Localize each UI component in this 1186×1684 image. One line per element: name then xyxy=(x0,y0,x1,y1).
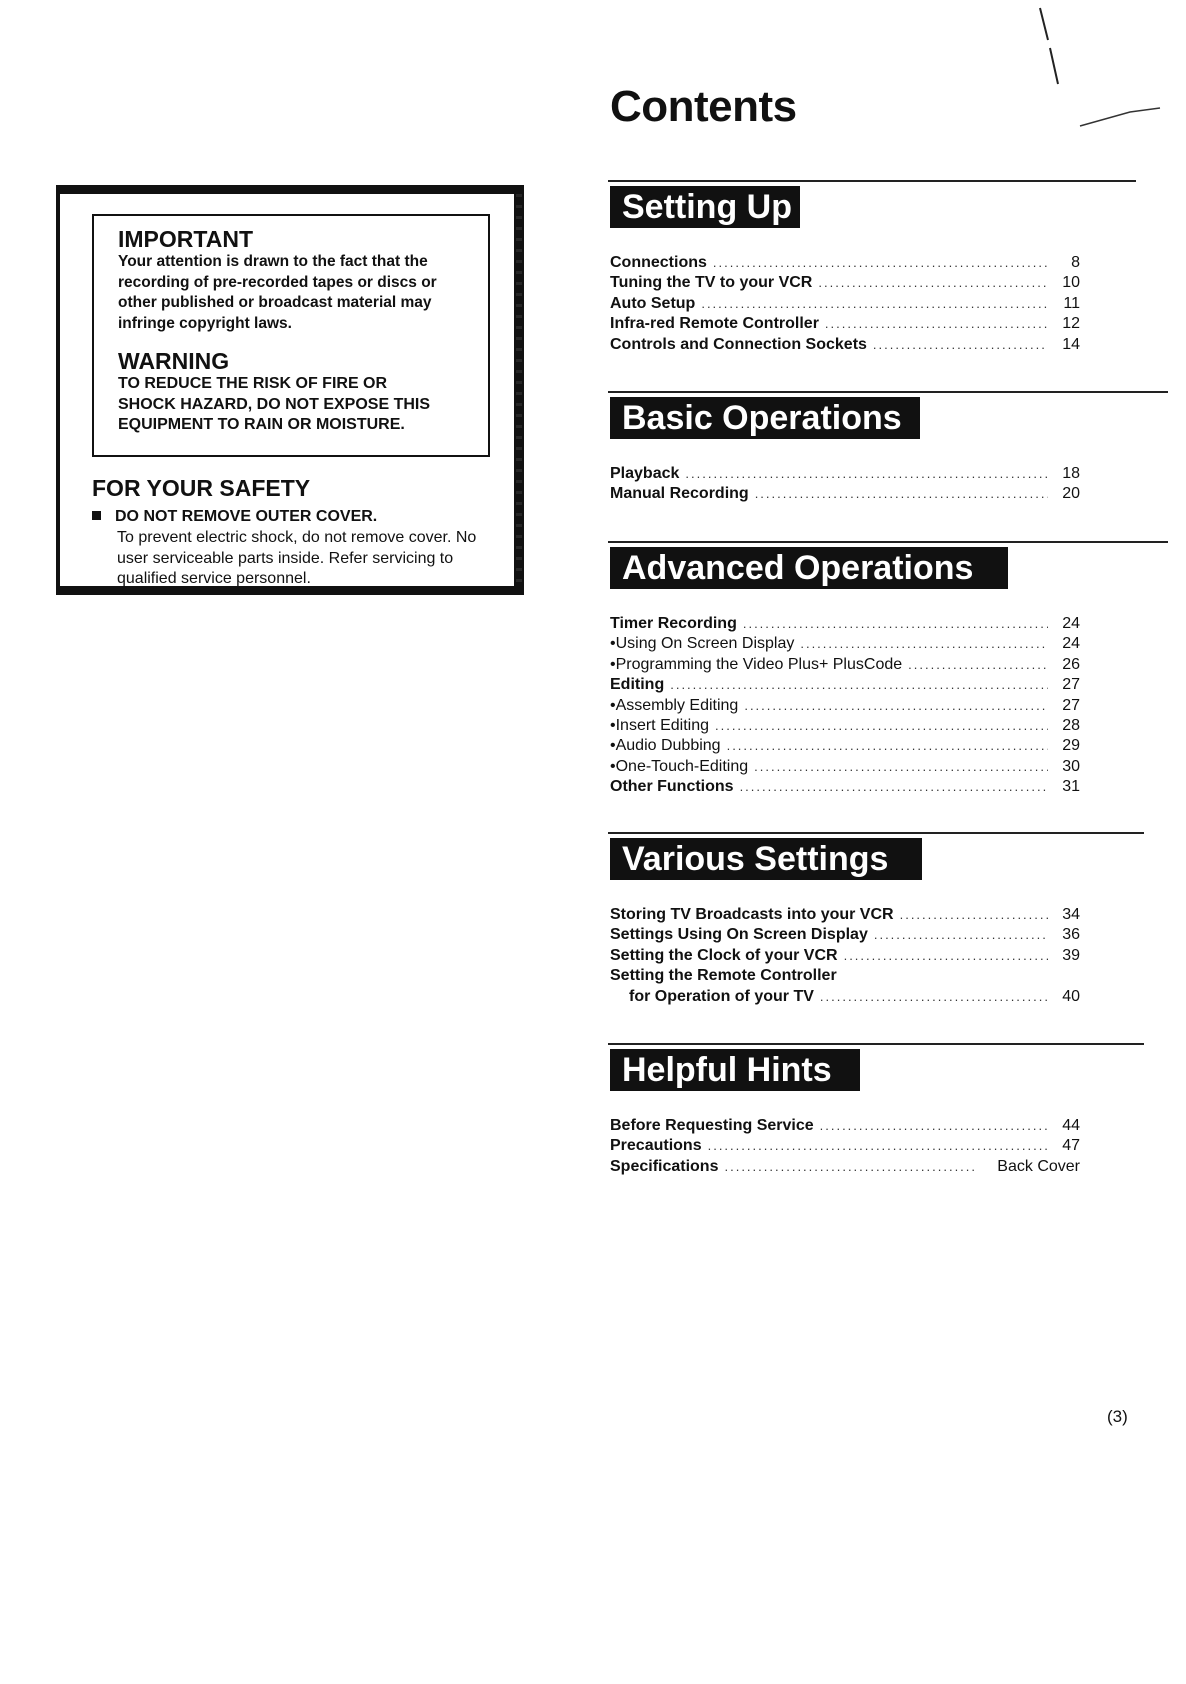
safety-block xyxy=(92,474,492,590)
toc-item[interactable]: •Using On Screen Display ..... 24 xyxy=(610,635,1080,655)
toc-item[interactable]: Editing ..... 27 xyxy=(610,676,1080,696)
page-title: Contents xyxy=(610,82,797,131)
toc-item[interactable]: Specifications ..... Back Cover xyxy=(610,1158,1080,1178)
safety-heading: FOR YOUR SAFETY xyxy=(92,475,311,501)
toc-item[interactable]: Connections ..... 8 xyxy=(610,254,1080,274)
safety-bullet-text: DO NOT REMOVE OUTER COVER. xyxy=(115,508,378,525)
important-text: Your attention is drawn to the fact that the recording of pre-recorded tapes or discs or other published or broadcast material may infringe copyright laws. xyxy=(118,253,437,332)
toc-list xyxy=(610,615,1080,799)
toc-item[interactable]: Auto Setup ..... 11 xyxy=(610,295,1080,315)
toc-item[interactable]: •Insert Editing ..... 28 xyxy=(610,717,1080,737)
safety-text: To prevent electric shock, do not remove cover. No user serviceable parts inside. Refer servicing to qualified service personnel. xyxy=(117,529,477,587)
section-title: Setting Up xyxy=(610,186,800,228)
toc-item[interactable]: Before Requesting Service ..... 44 xyxy=(610,1117,1080,1137)
toc-item[interactable]: Settings Using On Screen Display ..... 36 xyxy=(610,926,1080,946)
toc-item[interactable]: Tuning the TV to your VCR ..... 10 xyxy=(610,274,1080,294)
toc-item[interactable]: Playback ..... 18 xyxy=(610,465,1080,485)
important-warning-box xyxy=(92,214,490,457)
section-rule xyxy=(608,180,1136,182)
toc-item[interactable]: Controls and Connection Sockets ..... 14 xyxy=(610,336,1080,356)
toc-item[interactable]: Infra-red Remote Controller ..... 12 xyxy=(610,315,1080,335)
warning-text: TO REDUCE THE RISK OF FIRE OR SHOCK HAZARD, DO NOT EXPOSE THIS EQUIPMENT TO RAIN OR MOISTURE. xyxy=(118,375,431,433)
section-rule xyxy=(608,1043,1144,1045)
section-rule xyxy=(608,391,1168,393)
toc-item[interactable]: •Programming the Video Plus+ PlusCode ..... 26 xyxy=(610,656,1080,676)
section-title: Various Settings xyxy=(610,838,922,880)
section-rule xyxy=(608,541,1168,543)
toc-item[interactable]: Manual Recording ..... 20 xyxy=(610,485,1080,505)
toc-item[interactable]: Other Functions ..... 31 xyxy=(610,778,1080,798)
square-bullet-icon xyxy=(92,511,101,520)
toc-item[interactable]: for Operation of your TV ..... 40 xyxy=(610,988,1080,1008)
toc-item[interactable]: Setting the Clock of your VCR ..... 39 xyxy=(610,947,1080,967)
section-title: Basic Operations xyxy=(610,397,920,439)
toc-item[interactable]: Timer Recording ..... 24 xyxy=(610,615,1080,635)
toc-item[interactable]: •One-Touch-Editing ..... 30 xyxy=(610,758,1080,778)
safety-bullet xyxy=(92,506,492,528)
scan-edge-marks xyxy=(516,194,522,586)
toc-list xyxy=(610,465,1080,506)
section-title: Advanced Operations xyxy=(610,547,1008,589)
corner-scribble-icon xyxy=(1020,0,1180,140)
warning-heading: WARNING xyxy=(118,348,230,374)
toc-item[interactable]: •Audio Dubbing ..... 29 xyxy=(610,737,1080,757)
toc-item[interactable]: Storing TV Broadcasts into your VCR ..... 34 xyxy=(610,906,1080,926)
toc-list xyxy=(610,1117,1080,1178)
toc-list xyxy=(610,906,1080,1008)
important-heading: IMPORTANT xyxy=(118,226,254,252)
warning-panel xyxy=(56,185,524,595)
toc-item[interactable]: Precautions ..... 47 xyxy=(610,1137,1080,1157)
toc-item[interactable]: Setting the Remote Controller xyxy=(610,967,837,985)
page-number: (3) xyxy=(1107,1407,1128,1426)
toc-item[interactable]: •Assembly Editing ..... 27 xyxy=(610,697,1080,717)
toc-list xyxy=(610,254,1080,356)
section-title: Helpful Hints xyxy=(610,1049,860,1091)
section-rule xyxy=(608,832,1144,834)
